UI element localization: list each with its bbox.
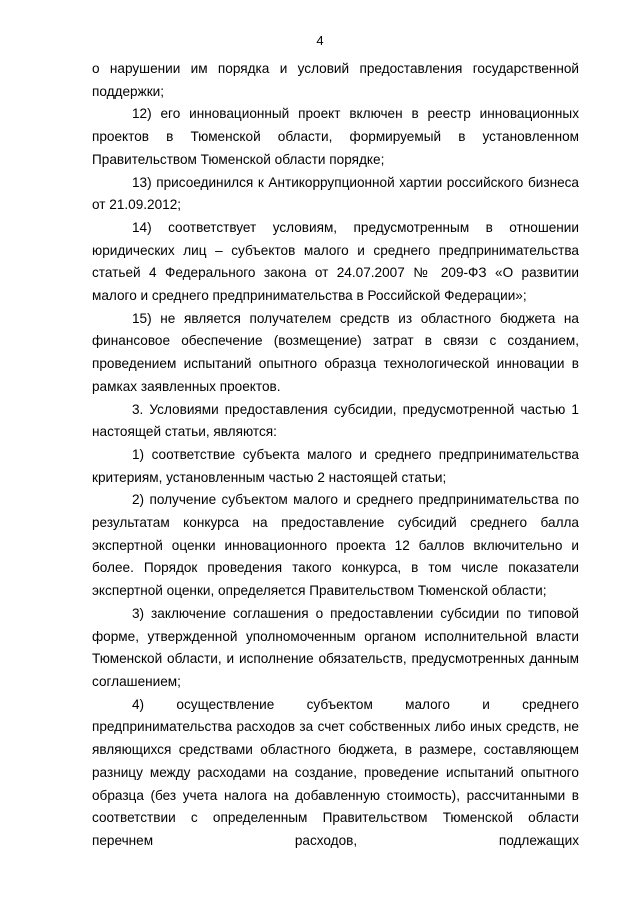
page-number: 4 [316,33,324,48]
paragraph-condition-1: 1) соответствие субъекта малого и среднего предпринимательства критериям, установленным частью 2 настоящей статьи; [92,446,579,485]
paragraph-condition-2: 2) получение субъектом малого и среднего предпринимательства по результатам конкурса на предоставление субсидий среднего балла экспертной оценки инновационного проекта 12 баллов включительно и более. Порядок проведения такого конкурса, в том числе показатели экспертной оценки, определяется Правительством Тюменской области; [92,492,579,599]
paragraph-item-14: 14) соответствует условиям, предусмотренным в отношении юридических лиц – субъектов малого и среднего предпринимательства статьей 4 Федерального закона от 24.07.2007 № 209-ФЗ «О развитии малого и среднего предпринимательства в Российской Федерации»; [92,219,579,304]
paragraph-continuation: о нарушении им порядка и условий предоставления государственной поддержки; [92,61,579,99]
document-body [92,58,579,853]
paragraph-item-12: 12) его инновационный проект включен в реестр инновационных проектов в Тюменской области, формируемый в установленном Правительством Тюменской области порядке; [92,106,579,167]
paragraph-item-15: 15) не является получателем средств из областного бюджета на финансовое обеспечение (возмещение) затрат в связи с созданием, проведением испытаний опытного образца технологической инновации в рамках заявленных проектов. [92,310,579,394]
paragraph-section-3: 3. Условиями предоставления субсидии, предусмотренной частью 1 настоящей статьи, являются: [92,401,579,440]
paragraph-item-13: 13) присоединился к Антикоррупционной хартии российского бизнеса от 21.09.2012; [92,174,579,213]
paragraph-condition-3: 3) заключение соглашения о предоставлении субсидии по типовой форме, утвержденной уполномоченным органом исполнительной власти Тюменской области, и исполнение обязательств, предусмотренных данным соглашением; [92,605,579,689]
paragraph-condition-4: 4) осуществление субъектом малого и среднего предпринимательства расходов за счет собственных либо иных средств, не являющихся средствами областного бюджета, в размере, составляющем разницу между расходами на создание, проведение испытаний опытного образца (без учета налога на добавленную стоимость), рассчитанными в соответствии с определенным Правительством Тюменской области перечнем расходов, подлежащих [92,696,579,848]
